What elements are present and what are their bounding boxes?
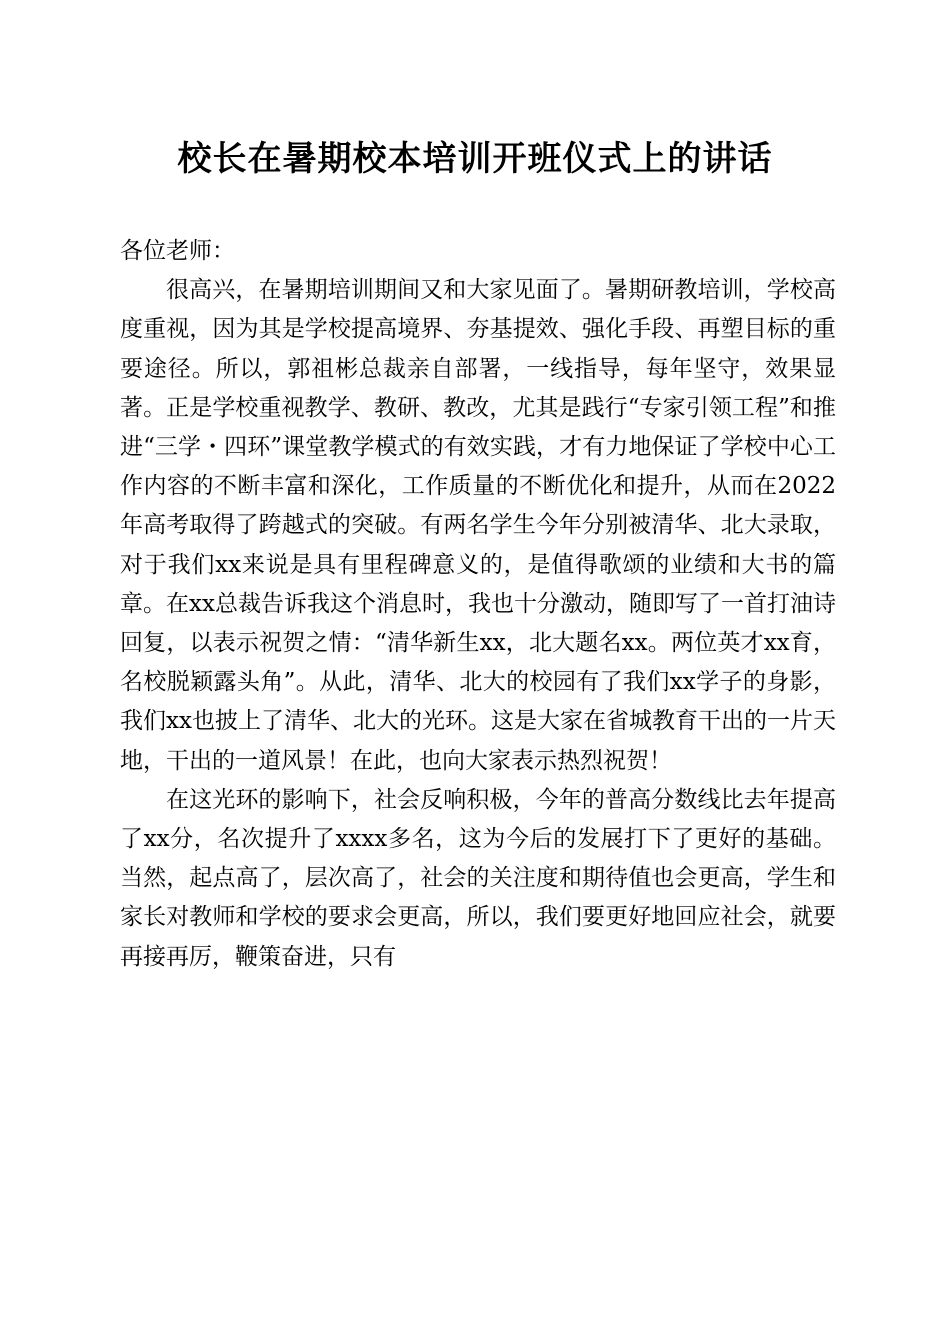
paragraph-2: 在这光环的影响下，社会反响积极，今年的普高分数线比去年提高了xx分，名次提升了xxxx多名，这为今后的发展打下了更好的基础。当然，起点高了，层次高了，社会的关注度和期待值也会更高，学生和家长对教师和学校的要求会更高，所以，我们要更好地回应社会，就要再接再厉，鞭策奋进，只有 [120,786,836,970]
document-body [120,232,836,977]
paragraph-1: 很高兴，在暑期培训期间又和大家见面了。暑期研教培训，学校高度重视，因为其是学校提高境界、夯基提效、强化手段、再塑目标的重要途径。所以，郭祖彬总裁亲自部署，一线指导，每年坚守，效果显著。正是学校重视教学、教研、教改，尤其是践行“专家引领工程”和推进“三学・四环”课堂教学模式的有效实践，才有力地保证了学校中心工作内容的不断丰富和深化，工作质量的不断优化和提升，从而在2022年高考取得了跨越式的突破。有两名学生今年分别被清华、北大录取，对于我们xx来说是具有里程碑意义的，是值得歌颂的业绩和大书的篇章。在xx总裁告诉我这个消息时，我也十分激动，随即写了一首打油诗回复，以表示祝贺之情：“清华新生xx，北大题名xx。两位英才xx育，名校脱颖露头角”。从此，清华、北大的校园有了我们xx学子的身影，我们xx也披上了清华、北大的光环。这是大家在省城教育干出的一片天地，干出的一道风景！在此，也向大家表示热烈祝贺！ [120,277,836,774]
document-title: 校长在暑期校本培训开班仪式上的讲话 [177,139,773,179]
salutation: 各位老师： [120,238,235,264]
